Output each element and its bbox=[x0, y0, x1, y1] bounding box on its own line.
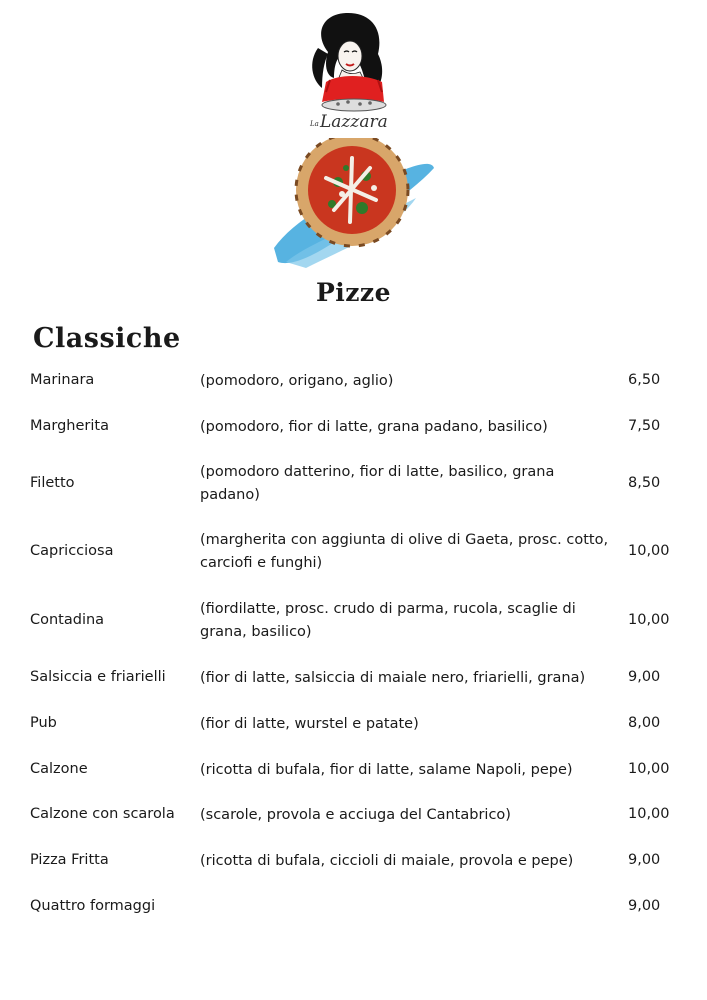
item-name: Quattro formaggi bbox=[30, 898, 156, 914]
item-description: (scarole, provola e acciuga del Cantabrico) bbox=[200, 807, 511, 823]
svg-text:Lazzara: Lazzara bbox=[320, 112, 388, 132]
item-name: Salsiccia e friarielli bbox=[30, 669, 166, 685]
item-price: 6,50 bbox=[628, 372, 661, 388]
item-description: (fior di latte, salsiccia di maiale nero, friarielli, grana) bbox=[200, 670, 586, 686]
restaurant-logo bbox=[300, 10, 404, 132]
item-price: 9,00 bbox=[628, 669, 661, 685]
item-name: Marinara bbox=[30, 372, 95, 388]
item-description: (ricotta di bufala, ciccioli di maiale, provola e pepe) bbox=[200, 853, 574, 869]
item-price: 7,50 bbox=[628, 418, 661, 434]
item-name: Pub bbox=[30, 715, 57, 731]
item-name: Calzone bbox=[30, 761, 88, 777]
item-name: Pizza Fritta bbox=[30, 852, 109, 868]
section-title: Classiche bbox=[33, 323, 181, 354]
item-price: 10,00 bbox=[628, 543, 670, 559]
item-name: Contadina bbox=[30, 612, 105, 628]
svg-text:La: La bbox=[310, 120, 319, 128]
item-price: 10,00 bbox=[628, 612, 670, 628]
item-price: 8,00 bbox=[628, 715, 661, 731]
item-price: 10,00 bbox=[628, 761, 670, 777]
item-name: Capricciosa bbox=[30, 543, 114, 559]
item-description: (fiordilatte, prosc. crudo di parma, rucola, scaglie di grana, basilico) bbox=[200, 601, 576, 640]
page-title: Pizze bbox=[315, 278, 392, 307]
item-name: Margherita bbox=[30, 418, 109, 434]
item-description: (margherita con aggiunta di olive di Gaeta, prosc. cotto, carciofi e funghi) bbox=[200, 532, 609, 571]
item-price: 8,50 bbox=[628, 475, 661, 491]
item-price: 10,00 bbox=[628, 806, 670, 822]
item-description: (pomodoro, fior di latte, grana padano, basilico) bbox=[200, 419, 548, 435]
item-price: 9,00 bbox=[628, 852, 661, 868]
item-price: 9,00 bbox=[628, 898, 661, 914]
pizza-illustration bbox=[266, 138, 436, 274]
item-description: (pomodoro, origano, aglio) bbox=[200, 373, 394, 389]
item-name: Filetto bbox=[30, 475, 75, 491]
item-description: (pomodoro datterino, fior di latte, basilico, grana padano) bbox=[200, 464, 555, 503]
item-name: Calzone con scarola bbox=[30, 806, 175, 822]
item-description: (ricotta di bufala, fior di latte, salame Napoli, pepe) bbox=[200, 762, 573, 778]
item-description: (fior di latte, wurstel e patate) bbox=[200, 716, 419, 732]
